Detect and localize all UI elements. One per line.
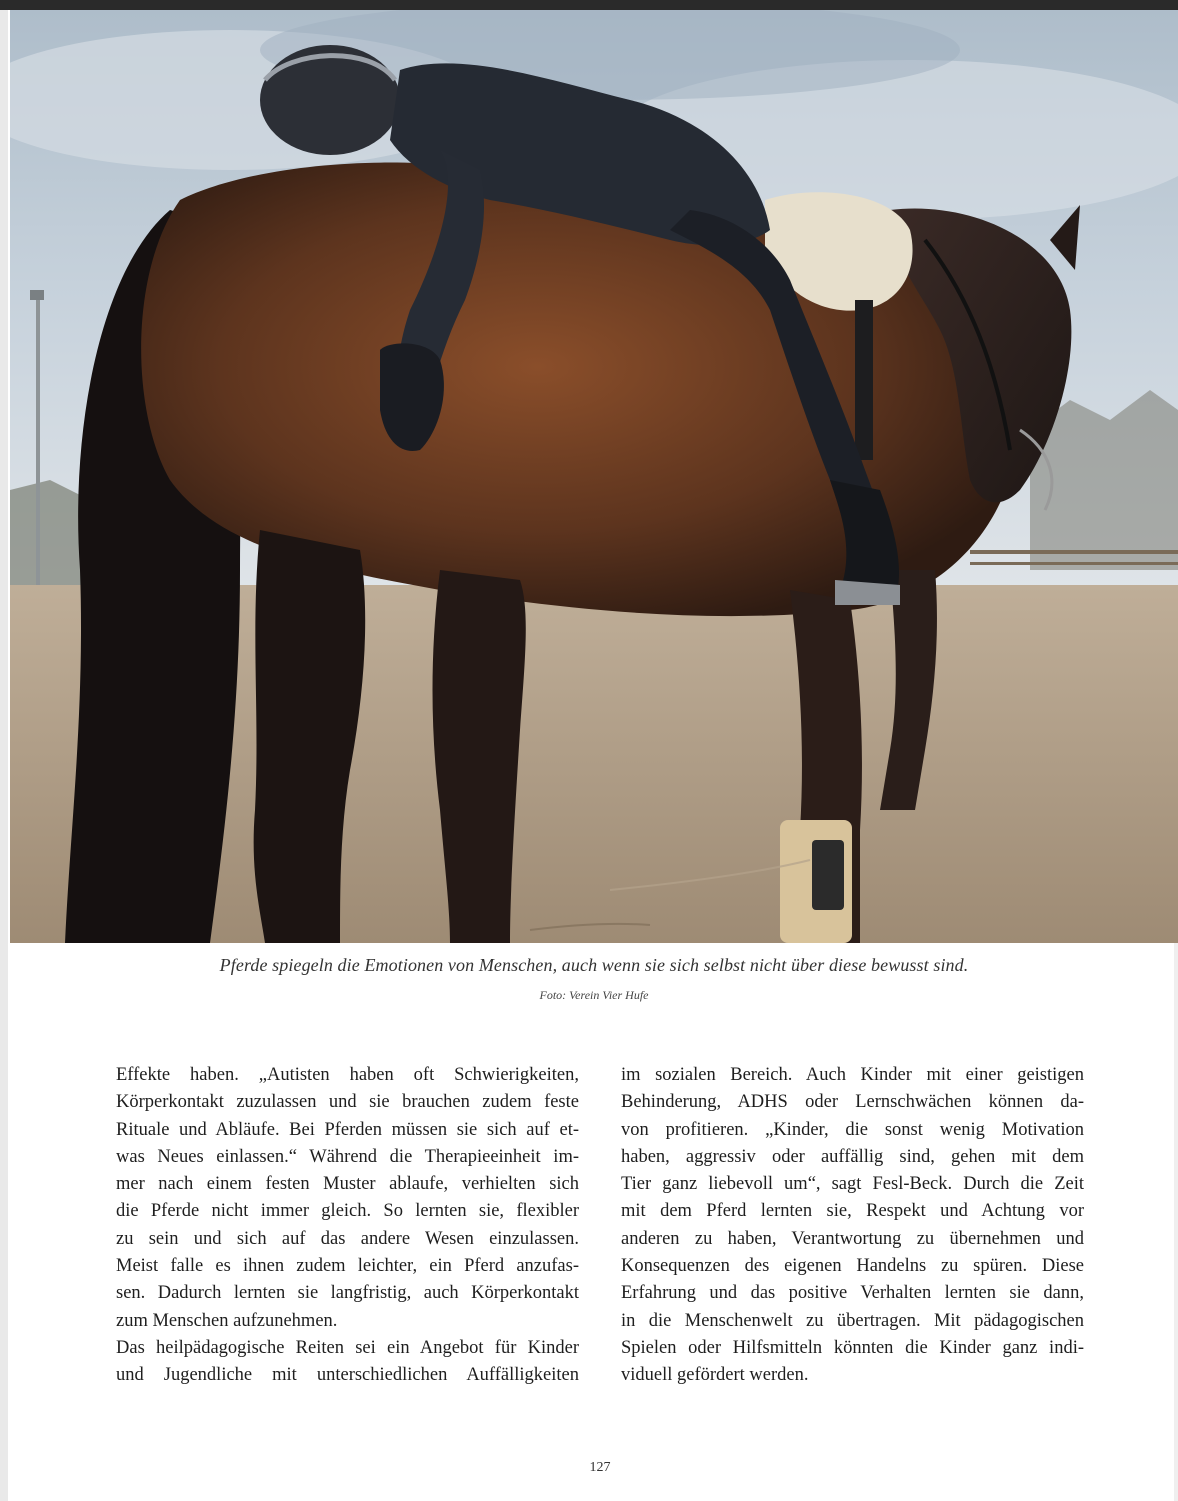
text-line: haben, aggressiv oder auffällig sind, gehen mit dem (621, 1146, 1084, 1167)
text-line: Tier ganz liebevoll um“, sagt Fesl-Beck. Durch die Zeit (621, 1174, 1084, 1195)
text-line: sen. Dadurch lernten sie langfristig, auch Körperkontakt (116, 1283, 579, 1304)
text-line: im sozialen Bereich. Auch Kinder mit einer geistigen (621, 1065, 1084, 1085)
text-line: was Neues einlassen.“ Während die Therapieeinheit im- (116, 1146, 579, 1167)
text-column-left (116, 1062, 579, 1390)
text-line: die Pferde nicht immer gleich. So lernten sie, flexibler (116, 1201, 579, 1222)
text-line: Körperkontakt zuzulassen und sie brauchen zudem feste (116, 1092, 579, 1113)
text-line: Behinderung, ADHS oder Lernschwächen können da- (621, 1092, 1084, 1113)
text-line: zu sein und sich auf das andere Wesen einzulassen. (116, 1228, 579, 1249)
text-line: Erfahrung und das positive Verhalten lernten sie dann, (621, 1283, 1084, 1304)
text-line: zum Menschen aufzunehmen. (116, 1310, 338, 1331)
text-line: anderen zu haben, Verantwortung zu übernehmen und (621, 1228, 1084, 1249)
text-line: Effekte haben. „Autisten haben oft Schwierigkeiten, (116, 1065, 579, 1085)
text-line: in die Menschenwelt zu übertragen. Mit pädagogischen (621, 1310, 1084, 1331)
left-page-edge (0, 10, 8, 1501)
text-line: mer nach einem festen Muster ablaufe, verhielten sich (116, 1174, 579, 1195)
text-line: Rituale und Abläufe. Bei Pferden müssen sie sich auf et- (116, 1119, 579, 1140)
horse-photo (10, 10, 1178, 943)
top-bar (0, 0, 1178, 10)
text-column-right (621, 1062, 1084, 1390)
photo-caption: Pferde spiegeln die Emotionen von Menschen, auch wenn sie sich selbst nicht über diese bewusst sind. (219, 955, 969, 975)
text-line: Spielen oder Hilfsmitteln könnten die Kinder ganz indi- (621, 1337, 1084, 1358)
text-line: viduell gefördert werden. (621, 1365, 809, 1386)
text-line: Meist falle es ihnen zudem leichter, ein Pferd anzufas- (116, 1256, 579, 1277)
text-line: von profitieren. „Kinder, die sonst wenig Motivation (621, 1119, 1084, 1140)
page-number: 127 (589, 1460, 611, 1475)
text-line: Konsequenzen des eigenen Handelns zu spüren. Diese (621, 1256, 1084, 1277)
text-line: und Jugendliche mit unterschiedlichen Auffälligkeiten (116, 1365, 579, 1386)
text-line: mit dem Pferd lernten sie, Respekt und Achtung vor (621, 1201, 1084, 1222)
text-line: Das heilpädagogische Reiten sei ein Angebot für Kinder (116, 1337, 579, 1358)
horse-with-child-lying-on-back-icon (10, 10, 1178, 943)
photo-credit: Foto: Verein Vier Hufe (539, 988, 649, 1002)
